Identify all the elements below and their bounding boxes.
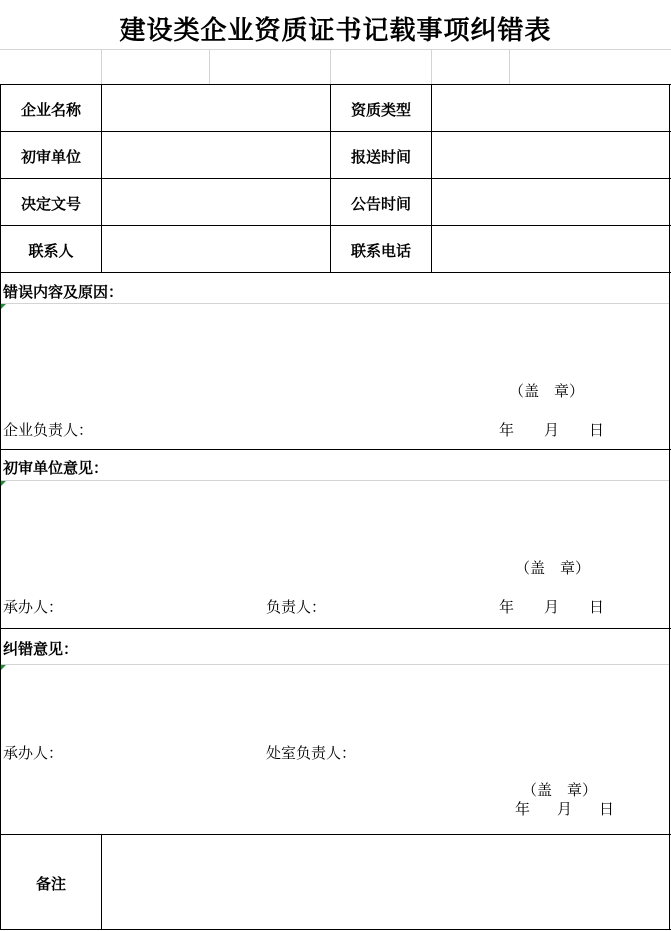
qualification-type-label: 资质类型: [350, 101, 411, 119]
contact-value[interactable]: [102, 226, 330, 272]
correction-seal: （盖 章）: [522, 781, 598, 799]
review-date: 年 月 日: [499, 598, 605, 616]
error-date: 年 月 日: [499, 421, 605, 439]
correction-date: 年 月 日: [515, 800, 614, 818]
correction-handler-label: 承办人：: [3, 744, 64, 762]
error-section-heading: 错误内容及原因：: [3, 283, 124, 301]
announce-time-label: 公告时间: [350, 195, 411, 213]
review-person-label: 负责人：: [266, 598, 327, 616]
contact-label: 联系人: [28, 242, 74, 260]
correction-office-person-label: 处室负责人：: [266, 744, 357, 762]
announce-time-value[interactable]: [432, 179, 669, 225]
remarks-label: 备注: [35, 875, 66, 893]
decision-number-value[interactable]: [102, 179, 330, 225]
error-seal: （盖 章）: [509, 382, 585, 400]
review-unit-label: 初审单位: [20, 148, 81, 166]
page-title: 建设类企业资质证书记载事项纠错表: [119, 16, 552, 46]
review-section-heading: 初审单位意见：: [3, 459, 109, 477]
submit-time-label: 报送时间: [350, 148, 411, 166]
submit-time-value[interactable]: [432, 132, 669, 178]
qualification-type-value[interactable]: [432, 85, 669, 131]
correction-section-heading: 纠错意见：: [3, 640, 79, 658]
decision-number-label: 决定文号: [20, 195, 81, 213]
company-name-value[interactable]: [102, 85, 330, 131]
review-handler-label: 承办人：: [3, 598, 64, 616]
remarks-value[interactable]: [102, 835, 669, 929]
company-name-label: 企业名称: [20, 101, 81, 119]
review-unit-value[interactable]: [102, 132, 330, 178]
contact-phone-label: 联系电话: [350, 242, 411, 260]
error-company-person-label: 企业负责人：: [3, 421, 94, 439]
review-seal: （盖 章）: [515, 559, 591, 577]
contact-phone-value[interactable]: [432, 226, 669, 272]
